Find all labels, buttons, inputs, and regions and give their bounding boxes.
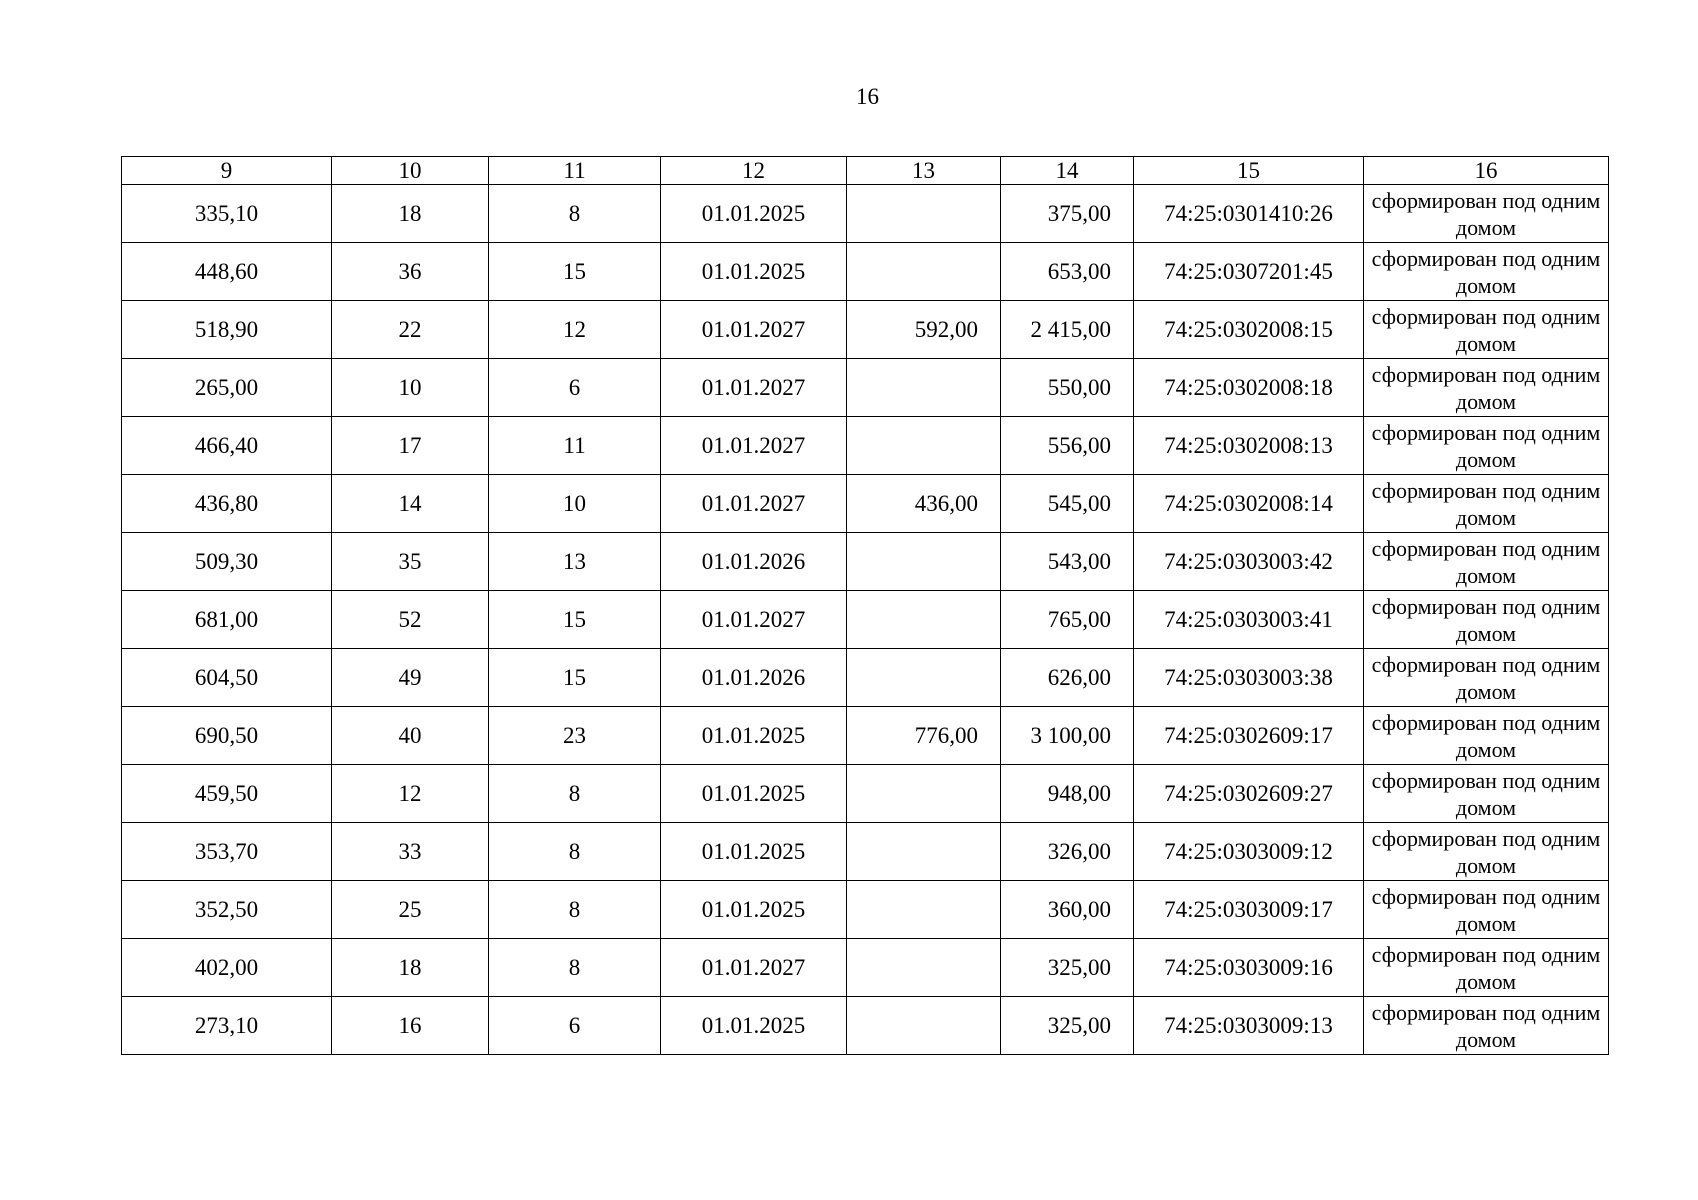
col10-cell: 14 <box>332 475 489 533</box>
col14-cell: 545,00 <box>1001 475 1134 533</box>
col11-cell: 10 <box>489 475 661 533</box>
status-cell: сформирован под одним домом <box>1364 417 1609 475</box>
col14-cell: 325,00 <box>1001 997 1134 1055</box>
table-row <box>122 185 1609 243</box>
cadastral-number-cell: 74:25:0302008:14 <box>1134 475 1364 533</box>
date-cell: 01.01.2025 <box>661 707 847 765</box>
col10-cell: 22 <box>332 301 489 359</box>
table-row <box>122 765 1609 823</box>
date-cell: 01.01.2026 <box>661 533 847 591</box>
col10-cell: 33 <box>332 823 489 881</box>
column-header: 10 <box>332 157 489 185</box>
col14-cell: 2 415,00 <box>1001 301 1134 359</box>
date-cell: 01.01.2026 <box>661 649 847 707</box>
col10-cell: 36 <box>332 243 489 301</box>
status-cell: сформирован под одним домом <box>1364 765 1609 823</box>
table-row <box>122 939 1609 997</box>
col10-cell: 10 <box>332 359 489 417</box>
col13-cell <box>847 533 1001 591</box>
col11-cell: 8 <box>489 823 661 881</box>
col11-cell: 6 <box>489 359 661 417</box>
area-cell: 273,10 <box>122 997 332 1055</box>
col14-cell: 543,00 <box>1001 533 1134 591</box>
col14-cell: 556,00 <box>1001 417 1134 475</box>
status-cell: сформирован под одним домом <box>1364 591 1609 649</box>
table-row <box>122 475 1609 533</box>
col11-cell: 15 <box>489 243 661 301</box>
column-header: 13 <box>847 157 1001 185</box>
column-header: 12 <box>661 157 847 185</box>
status-cell: сформирован под одним домом <box>1364 475 1609 533</box>
col11-cell: 8 <box>489 939 661 997</box>
col13-cell: 776,00 <box>847 707 1001 765</box>
col13-cell <box>847 591 1001 649</box>
date-cell: 01.01.2025 <box>661 243 847 301</box>
col13-cell <box>847 823 1001 881</box>
col11-cell: 8 <box>489 765 661 823</box>
col11-cell: 6 <box>489 997 661 1055</box>
date-cell: 01.01.2025 <box>661 823 847 881</box>
cadastral-number-cell: 74:25:0307201:45 <box>1134 243 1364 301</box>
col10-cell: 25 <box>332 881 489 939</box>
cadastral-number-cell: 74:25:0302008:13 <box>1134 417 1364 475</box>
column-header: 16 <box>1364 157 1609 185</box>
area-cell: 436,80 <box>122 475 332 533</box>
column-header: 15 <box>1134 157 1364 185</box>
status-cell: сформирован под одним домом <box>1364 533 1609 591</box>
table-body <box>122 185 1609 1055</box>
col13-cell: 592,00 <box>847 301 1001 359</box>
col14-cell: 326,00 <box>1001 823 1134 881</box>
col14-cell: 3 100,00 <box>1001 707 1134 765</box>
col10-cell: 18 <box>332 939 489 997</box>
col13-cell: 436,00 <box>847 475 1001 533</box>
area-cell: 466,40 <box>122 417 332 475</box>
col14-cell: 653,00 <box>1001 243 1134 301</box>
col11-cell: 12 <box>489 301 661 359</box>
col10-cell: 52 <box>332 591 489 649</box>
date-cell: 01.01.2027 <box>661 417 847 475</box>
area-cell: 518,90 <box>122 301 332 359</box>
status-cell: сформирован под одним домом <box>1364 301 1609 359</box>
area-cell: 402,00 <box>122 939 332 997</box>
cadastral-number-cell: 74:25:0302008:18 <box>1134 359 1364 417</box>
area-cell: 448,60 <box>122 243 332 301</box>
status-cell: сформирован под одним домом <box>1364 185 1609 243</box>
col14-cell: 360,00 <box>1001 881 1134 939</box>
date-cell: 01.01.2027 <box>661 939 847 997</box>
status-cell: сформирован под одним домом <box>1364 881 1609 939</box>
table-row <box>122 301 1609 359</box>
table-row <box>122 243 1609 301</box>
table-row <box>122 649 1609 707</box>
area-cell: 509,30 <box>122 533 332 591</box>
cadastral-number-cell: 74:25:0302609:27 <box>1134 765 1364 823</box>
column-header: 14 <box>1001 157 1134 185</box>
registry-table <box>121 156 1609 1055</box>
area-cell: 352,50 <box>122 881 332 939</box>
col11-cell: 15 <box>489 649 661 707</box>
cadastral-number-cell: 74:25:0303003:38 <box>1134 649 1364 707</box>
cadastral-number-cell: 74:25:0301410:26 <box>1134 185 1364 243</box>
col11-cell: 15 <box>489 591 661 649</box>
col11-cell: 23 <box>489 707 661 765</box>
date-cell: 01.01.2025 <box>661 881 847 939</box>
status-cell: сформирован под одним домом <box>1364 997 1609 1055</box>
area-cell: 690,50 <box>122 707 332 765</box>
status-cell: сформирован под одним домом <box>1364 707 1609 765</box>
cadastral-number-cell: 74:25:0303003:41 <box>1134 591 1364 649</box>
col11-cell: 13 <box>489 533 661 591</box>
date-cell: 01.01.2027 <box>661 475 847 533</box>
col13-cell <box>847 881 1001 939</box>
area-cell: 335,10 <box>122 185 332 243</box>
cadastral-number-cell: 74:25:0303009:12 <box>1134 823 1364 881</box>
header-row <box>122 157 1609 185</box>
table-row <box>122 997 1609 1055</box>
area-cell: 681,00 <box>122 591 332 649</box>
col10-cell: 49 <box>332 649 489 707</box>
cadastral-number-cell: 74:25:0302609:17 <box>1134 707 1364 765</box>
col10-cell: 40 <box>332 707 489 765</box>
column-header: 11 <box>489 157 661 185</box>
area-cell: 353,70 <box>122 823 332 881</box>
cadastral-number-cell: 74:25:0303003:42 <box>1134 533 1364 591</box>
area-cell: 265,00 <box>122 359 332 417</box>
col14-cell: 375,00 <box>1001 185 1134 243</box>
status-cell: сформирован под одним домом <box>1364 649 1609 707</box>
date-cell: 01.01.2027 <box>661 301 847 359</box>
col11-cell: 11 <box>489 417 661 475</box>
table-row <box>122 823 1609 881</box>
status-cell: сформирован под одним домом <box>1364 939 1609 997</box>
cadastral-number-cell: 74:25:0303009:13 <box>1134 997 1364 1055</box>
status-cell: сформирован под одним домом <box>1364 243 1609 301</box>
table-row <box>122 533 1609 591</box>
col10-cell: 17 <box>332 417 489 475</box>
table-row <box>122 359 1609 417</box>
col14-cell: 325,00 <box>1001 939 1134 997</box>
col11-cell: 8 <box>489 185 661 243</box>
date-cell: 01.01.2025 <box>661 185 847 243</box>
status-cell: сформирован под одним домом <box>1364 359 1609 417</box>
col13-cell <box>847 939 1001 997</box>
date-cell: 01.01.2025 <box>661 765 847 823</box>
area-cell: 604,50 <box>122 649 332 707</box>
date-cell: 01.01.2025 <box>661 997 847 1055</box>
table-row <box>122 881 1609 939</box>
col10-cell: 12 <box>332 765 489 823</box>
col13-cell <box>847 243 1001 301</box>
col13-cell <box>847 359 1001 417</box>
date-cell: 01.01.2027 <box>661 591 847 649</box>
cadastral-number-cell: 74:25:0302008:15 <box>1134 301 1364 359</box>
col14-cell: 626,00 <box>1001 649 1134 707</box>
date-cell: 01.01.2027 <box>661 359 847 417</box>
area-cell: 459,50 <box>122 765 332 823</box>
col14-cell: 765,00 <box>1001 591 1134 649</box>
table-row <box>122 591 1609 649</box>
col13-cell <box>847 185 1001 243</box>
col11-cell: 8 <box>489 881 661 939</box>
col14-cell: 550,00 <box>1001 359 1134 417</box>
col13-cell <box>847 997 1001 1055</box>
col10-cell: 16 <box>332 997 489 1055</box>
page-number: 16 <box>856 84 879 109</box>
col13-cell <box>847 417 1001 475</box>
cadastral-number-cell: 74:25:0303009:16 <box>1134 939 1364 997</box>
col13-cell <box>847 765 1001 823</box>
col13-cell <box>847 649 1001 707</box>
cadastral-number-cell: 74:25:0303009:17 <box>1134 881 1364 939</box>
col14-cell: 948,00 <box>1001 765 1134 823</box>
status-cell: сформирован под одним домом <box>1364 823 1609 881</box>
col10-cell: 35 <box>332 533 489 591</box>
table-row <box>122 417 1609 475</box>
col10-cell: 18 <box>332 185 489 243</box>
column-header: 9 <box>122 157 332 185</box>
table-row <box>122 707 1609 765</box>
